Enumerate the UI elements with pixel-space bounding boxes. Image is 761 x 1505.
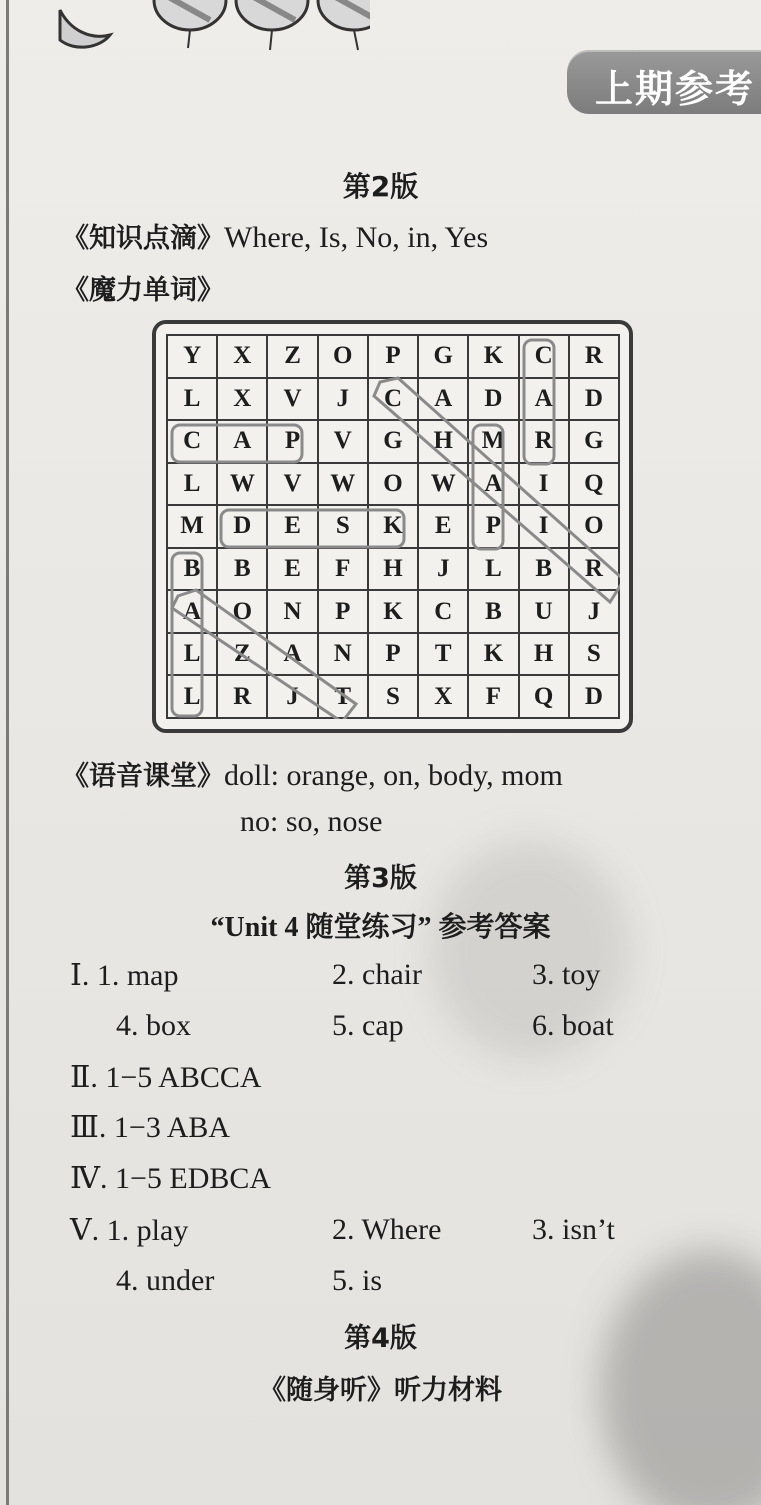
q5-answer-4: 4. under [116, 1264, 215, 1297]
grid-cell: X [218, 336, 268, 379]
grid-cell: J [419, 549, 469, 592]
grid-cell: P [369, 634, 419, 677]
page-border-line [6, 0, 9, 1505]
grid-cell: T [319, 676, 369, 719]
q5-answer-3: 3. isn’t [532, 1213, 615, 1246]
grid-cell: A [520, 379, 570, 422]
grid-cell: K [469, 336, 519, 379]
grid-cell: E [419, 506, 469, 549]
grid-cell: I [520, 464, 570, 507]
grid-cell: P [319, 591, 369, 634]
grid-cell: C [168, 421, 218, 464]
section-banner [567, 50, 761, 114]
grid-cell: R [218, 676, 268, 719]
grid-cell: A [419, 379, 469, 422]
grid-cell: P [268, 421, 318, 464]
q1-answer-4: 4. box [116, 1009, 191, 1042]
grid-cell: C [419, 591, 469, 634]
banner-title: 上期参考 [595, 67, 756, 111]
grid-cell: R [570, 549, 620, 592]
grid-cell: S [319, 506, 369, 549]
grid-cell: F [469, 676, 519, 719]
grid-cell: T [419, 634, 469, 677]
grid-cell: L [168, 676, 218, 719]
grid-cell: D [469, 379, 519, 422]
grid-cell: H [419, 421, 469, 464]
moli-line [62, 268, 224, 307]
grid-cell: S [369, 676, 419, 719]
grid-cell: L [168, 464, 218, 507]
grid-cell: X [218, 379, 268, 422]
grid-cell: C [369, 379, 419, 422]
grid-cell: A [218, 421, 268, 464]
yuyin-line [62, 754, 563, 793]
grid-cell: B [520, 549, 570, 592]
grid-cell: W [218, 464, 268, 507]
grid-cell: G [419, 336, 469, 379]
grid-cell: M [469, 421, 519, 464]
grid-cell: N [268, 591, 318, 634]
edition-2-heading: 第2版 [342, 170, 419, 203]
grid-cell: B [168, 549, 218, 592]
grid-cell: W [319, 464, 369, 507]
grid-cell: D [570, 379, 620, 422]
grid-cell: Z [268, 336, 318, 379]
grid-cell: E [268, 549, 318, 592]
grid-cell: L [168, 634, 218, 677]
q1-answer-1: Ⅰ. 1. map [70, 959, 179, 992]
grid-cell: R [520, 421, 570, 464]
q4-answers: Ⅳ. 1−5 EDBCA [70, 1162, 272, 1195]
q1-answer-3: 3. toy [532, 958, 601, 991]
q5-answer-1: Ⅴ. 1. play [70, 1214, 189, 1247]
q1-answer-2: 2. chair [332, 958, 422, 991]
grid-cell: H [369, 549, 419, 592]
grid-cell: V [319, 421, 369, 464]
grid-cell: I [520, 506, 570, 549]
grid-cell: O [570, 506, 620, 549]
grid-cell: D [570, 676, 620, 719]
grid-cell: O [319, 336, 369, 379]
grid-cell: G [570, 421, 620, 464]
q3-answers: Ⅲ. 1−3 ABA [70, 1111, 231, 1144]
grid-cell: V [268, 464, 318, 507]
yuyin-line1: doll: orange, on, body, mom [224, 759, 563, 792]
grid-cell: B [218, 549, 268, 592]
grid-cell: W [419, 464, 469, 507]
grid-cell: K [369, 591, 419, 634]
grid-cell: Z [218, 634, 268, 677]
word-search-puzzle [152, 320, 633, 733]
yuyin-label: 《语音课堂》 [62, 761, 224, 792]
grid-cell: J [268, 676, 318, 719]
grid-cell: Y [168, 336, 218, 379]
yuyin-line2: no: so, nose [240, 805, 383, 838]
grid-cell: H [520, 634, 570, 677]
balloons-decoration [40, 0, 370, 60]
grid-cell: L [469, 549, 519, 592]
q5-answer-2: 2. Where [332, 1213, 442, 1246]
grid-cell: D [218, 506, 268, 549]
zhishi-line [62, 216, 488, 255]
q1-answer-5: 5. cap [332, 1009, 404, 1042]
grid-cell: P [469, 506, 519, 549]
edition-3-subheading: “Unit 4 随堂练习” 参考答案 [210, 912, 551, 943]
grid-cell: Q [520, 676, 570, 719]
edition-3-heading: 第3版 [344, 863, 417, 894]
moli-label: 《魔力单词》 [62, 275, 224, 306]
grid-cell: A [168, 591, 218, 634]
grid-cell: K [469, 634, 519, 677]
zhishi-label: 《知识点滴》 [62, 223, 224, 254]
grid-cell: E [268, 506, 318, 549]
edition-4-subheading: 《随身听》听力材料 [259, 1375, 502, 1406]
grid-cell: C [520, 336, 570, 379]
grid-cell: B [469, 591, 519, 634]
grid-cell: J [570, 591, 620, 634]
grid-cell: O [369, 464, 419, 507]
grid-cell: V [268, 379, 318, 422]
grid-cell: A [469, 464, 519, 507]
grid-cell: Q [570, 464, 620, 507]
word-search-grid [166, 334, 620, 719]
grid-cell: F [319, 549, 369, 592]
zhishi-answers: Where, Is, No, in, Yes [224, 221, 489, 254]
q1-answer-6: 6. boat [532, 1009, 614, 1042]
grid-cell: L [168, 379, 218, 422]
grid-cell: A [268, 634, 318, 677]
edition-4-heading: 第4版 [344, 1323, 417, 1354]
grid-cell: O [218, 591, 268, 634]
grid-cell: S [570, 634, 620, 677]
grid-cell: X [419, 676, 469, 719]
grid-cell: U [520, 591, 570, 634]
grid-cell: K [369, 506, 419, 549]
grid-cell: M [168, 506, 218, 549]
grid-cell: P [369, 336, 419, 379]
q2-answers: Ⅱ. 1−5 ABCCA [70, 1061, 262, 1094]
grid-cell: N [319, 634, 369, 677]
q5-answer-5: 5. is [332, 1264, 383, 1297]
grid-cell: G [369, 421, 419, 464]
grid-cell: J [319, 379, 369, 422]
grid-cell: R [570, 336, 620, 379]
